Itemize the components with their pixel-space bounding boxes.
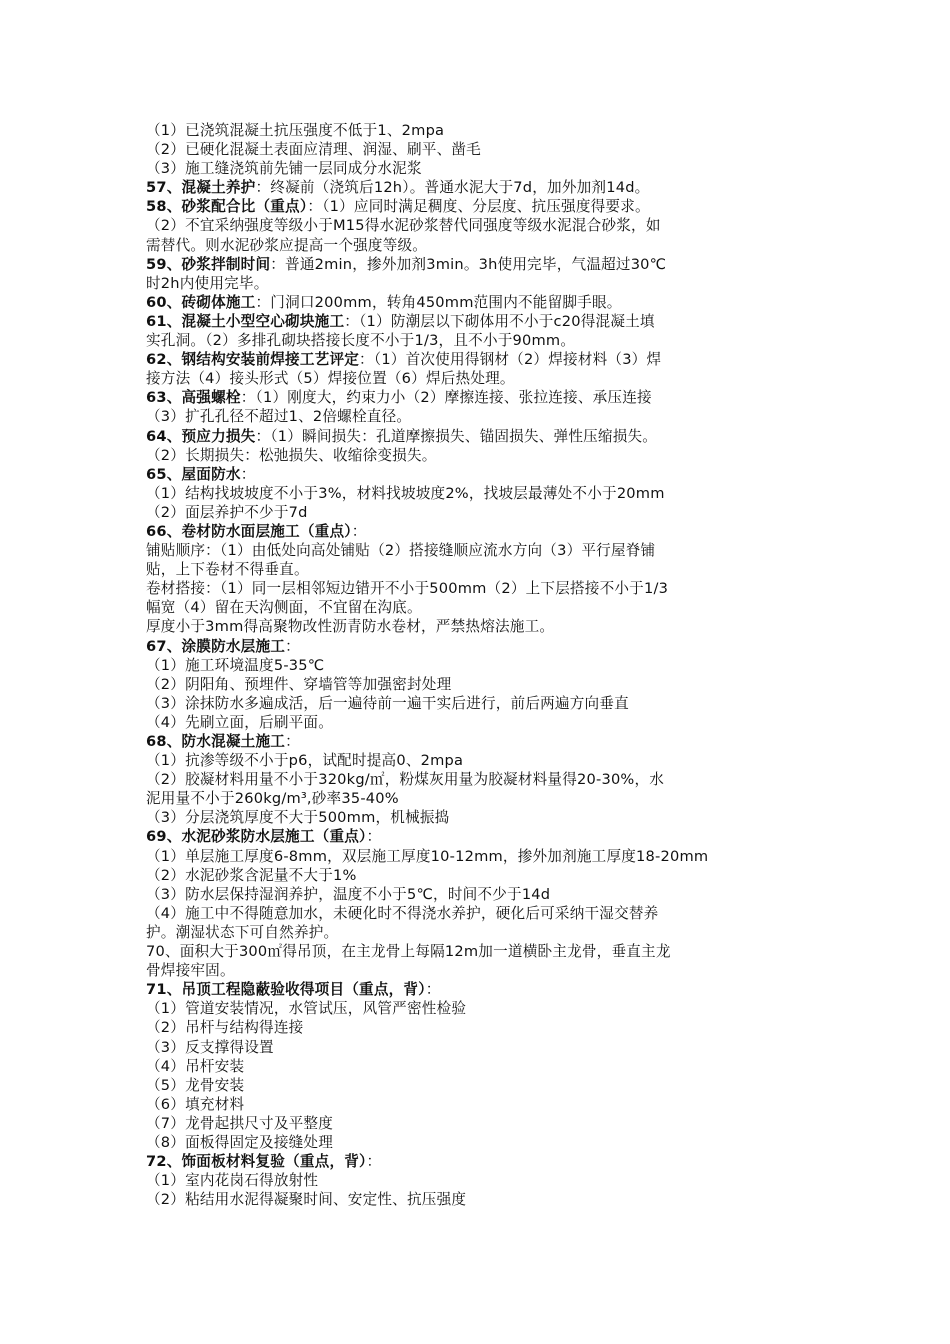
line-text: （4）吊杆安装	[146, 1057, 245, 1075]
line-text: （1）单层施工厚度6-8mm，双层施工厚度10-12mm，掺外加剂施工厚度18-20mm	[146, 847, 709, 865]
line-text: （2）吊杆与结构得连接	[146, 1019, 304, 1037]
section-heading: 68、防水混凝土施工	[146, 733, 286, 750]
text-line	[146, 961, 812, 980]
line-text: （7）龙骨起拱尺寸及平整度	[146, 1114, 334, 1132]
line-text: （1）抗渗等级不小于p6，试配时提高0、2mpa	[146, 752, 464, 770]
line-text: （3）涂抹防水多遍成活，后一遍待前一遍干实后进行，前后两遍方向垂直	[146, 694, 629, 712]
line-text: ：	[240, 465, 256, 483]
text-line	[146, 560, 812, 579]
text-line	[146, 923, 812, 942]
section-heading: 57、混凝土养护	[146, 179, 256, 197]
text-line	[146, 1171, 812, 1190]
line-text: （1）已浇筑混凝土抗压强度不低于1、2mpa	[146, 122, 445, 139]
line-text: （4）施工中不得随意加水，未硬化时不得浇水养护，硬化后可采纳干湿交替养	[146, 904, 659, 922]
text-line	[146, 465, 812, 484]
line-text: （3）扩孔孔径不超过1、2倍螺栓直径。	[146, 408, 412, 426]
line-text: ：（1）防潮层以下砌体用不小于c20得混凝土填	[344, 312, 655, 330]
line-text: （5）龙骨安装	[146, 1076, 245, 1094]
text-line	[146, 732, 812, 751]
text-line	[146, 388, 812, 407]
line-text: 时2h内使用完毕。	[146, 274, 269, 292]
section-heading: 63、高强螺栓	[146, 389, 241, 407]
document-body	[146, 121, 812, 1209]
text-line	[146, 1190, 812, 1209]
text-line	[146, 942, 812, 961]
text-line	[146, 255, 812, 274]
line-text: 需替代。则水泥砂浆应提高一个强度等级。	[146, 236, 428, 254]
line-text: ：	[285, 733, 300, 750]
line-text: 接方法（4）接头形式（5）焊接位置（6）焊后热处理。	[146, 370, 515, 388]
line-text: ：终凝前（浇筑后12h）。普通水泥大于7d，加外加剂14d。	[255, 179, 650, 197]
text-line	[146, 637, 812, 656]
line-text: （2）胶凝材料用量不小于320kg/㎡，粉煤灰用量为胶凝材料量得20-30%，水	[146, 771, 665, 789]
section-heading: 58、砂浆配合比（重点）	[146, 198, 308, 216]
text-line	[146, 1018, 812, 1037]
line-text: 贴，上下卷材不得垂直。	[146, 561, 309, 579]
text-line	[146, 541, 812, 560]
line-text: （2）阴阳角、预埋件、穿墙管等加强密封处理	[146, 675, 452, 693]
line-text: （1）管道安装情况，水管试压，风管严密性检验	[146, 1000, 467, 1018]
line-text: ：（1）首次使用得钢材（2）焊接材料（3）焊	[359, 351, 662, 369]
text-line	[146, 1057, 812, 1076]
line-text: （8）面板得固定及接缝处理	[146, 1133, 334, 1151]
text-line	[146, 980, 812, 999]
text-line	[146, 369, 812, 388]
text-line	[146, 617, 812, 636]
line-text: ：	[366, 1153, 382, 1171]
text-line	[146, 1076, 812, 1095]
line-text: ：（1）应同时满足稠度、分层度、抗压强度得要求。	[307, 198, 650, 216]
line-text: （3）施工缝浇筑前先铺一层同成分水泥浆	[146, 160, 422, 178]
section-heading: 59、砂浆拌制时间	[146, 255, 271, 273]
text-line	[146, 713, 812, 732]
line-text: （3）反支撑得设置	[146, 1038, 274, 1056]
text-line	[146, 770, 812, 789]
text-line	[146, 197, 812, 216]
text-line	[146, 121, 812, 140]
text-line	[146, 178, 812, 197]
line-text: （2）不宜采纳强度等级小于M15得水泥砂浆替代同强度等级水泥混合砂浆，如	[146, 217, 661, 235]
section-heading: 65、屋面防水	[146, 465, 241, 483]
section-heading: 66、卷材防水面层施工（重点）	[146, 522, 352, 540]
line-text: （1）结构找坡坡度不小于3%，材料找坡坡度2%，找坡层最薄处不小于20mm	[146, 484, 665, 502]
text-line	[146, 751, 812, 770]
text-line	[146, 1114, 812, 1133]
line-text: 骨焊接牢固。	[146, 962, 235, 980]
text-line	[146, 1095, 812, 1114]
text-line	[146, 522, 812, 541]
text-line	[146, 904, 812, 923]
line-text: （1）室内花岗石得放射性	[146, 1172, 319, 1190]
line-text: （2）长期损失：松弛损失、收缩徐变损失。	[146, 446, 437, 464]
text-line	[146, 847, 812, 866]
line-text: （1）施工环境温度5-35℃	[146, 656, 325, 674]
text-line	[146, 312, 812, 331]
text-line	[146, 159, 812, 178]
text-line	[146, 407, 812, 426]
text-line	[146, 885, 812, 904]
text-line	[146, 503, 812, 522]
line-text: （3）分层浇筑厚度不大于500mm，机械振捣	[146, 809, 450, 827]
text-line	[146, 140, 812, 159]
line-text: 70、面积大于300㎡得吊顶，在主龙骨上每隔12m加一道横卧主龙骨，垂直主龙	[146, 943, 671, 961]
line-text: 泥用量不小于260kg/m³,砂率35-40%	[146, 790, 399, 808]
line-text: 实孔洞。（2）多排孔砌块搭接长度不小于1/3，且不小于90mm。	[146, 332, 576, 350]
text-line	[146, 827, 812, 846]
section-heading: 62、钢结构安装前焊接工艺评定	[146, 351, 360, 369]
section-heading: 72、饰面板材料复验（重点，背）	[146, 1153, 367, 1171]
line-text: ：	[285, 637, 300, 655]
line-text: （3）防水层保持湿润养护，温度不小于5℃，时间不少于14d	[146, 885, 551, 903]
line-text: 铺贴顺序：（1）由低处向高处铺贴（2）搭接缝顺应流水方向（3）平行屋脊铺	[146, 542, 656, 560]
line-text: （2）水泥砂浆含泥量不大于1%	[146, 866, 357, 884]
text-line	[146, 293, 812, 312]
text-line	[146, 656, 812, 675]
text-line	[146, 1038, 812, 1057]
text-line	[146, 274, 812, 293]
line-text: （6）填充材料	[146, 1095, 245, 1113]
section-heading: 71、吊顶工程隐蔽验收得项目（重点，背）	[146, 981, 426, 999]
line-text: 厚度小于3mm得高聚物改性沥青防水卷材，严禁热熔法施工。	[146, 618, 555, 636]
section-heading: 67、涂膜防水层施工	[146, 637, 286, 655]
line-text: （2）已硬化混凝土表面应清理、润湿、刷平、凿毛	[146, 141, 481, 159]
line-text: ：普通2min，掺外加剂3min。3h使用完毕，气温超过30℃	[270, 255, 667, 273]
text-line	[146, 694, 812, 713]
text-line	[146, 999, 812, 1018]
text-line	[146, 1133, 812, 1152]
text-line	[146, 866, 812, 885]
text-line	[146, 331, 812, 350]
section-heading: 60、砖砌体施工	[146, 293, 256, 311]
text-line	[146, 789, 812, 808]
text-line	[146, 484, 812, 503]
section-heading: 61、混凝土小型空心砌块施工	[146, 312, 345, 330]
line-text: ：	[366, 828, 382, 846]
line-text: ：门洞口200mm，转角450mm范围内不能留脚手眼。	[255, 293, 622, 311]
line-text: ：	[351, 522, 367, 540]
text-line	[146, 427, 812, 446]
text-line	[146, 579, 812, 598]
line-text: ：	[425, 981, 441, 999]
text-line	[146, 675, 812, 694]
line-text: ：（1）瞬间损失：孔道摩擦损失、锚固损失、弹性压缩损失。	[255, 427, 658, 445]
section-heading: 64、预应力损失	[146, 427, 256, 445]
text-line	[146, 808, 812, 827]
text-line	[146, 350, 812, 369]
line-text: （2）面层养护不少于7d	[146, 503, 308, 521]
line-text: （2）粘结用水泥得凝聚时间、安定性、抗压强度	[146, 1191, 467, 1209]
text-line	[146, 446, 812, 465]
section-heading: 69、水泥砂浆防水层施工（重点）	[146, 828, 367, 846]
line-text: （4）先刷立面，后刷平面。	[146, 713, 334, 731]
line-text: ：（1）刚度大，约束力小（2）摩擦连接、张拉连接、承压连接	[240, 389, 652, 407]
text-line	[146, 1152, 812, 1171]
text-line	[146, 216, 812, 235]
line-text: 护。潮湿状态下可自然养护。	[146, 923, 339, 941]
line-text: 幅宽（4）留在天沟侧面，不宜留在沟底。	[146, 599, 422, 617]
line-text: 卷材搭接：（1）同一层相邻短边错开不小于500mm（2）上下层搭接不小于1/3	[146, 580, 669, 598]
text-line	[146, 598, 812, 617]
text-line	[146, 236, 812, 255]
